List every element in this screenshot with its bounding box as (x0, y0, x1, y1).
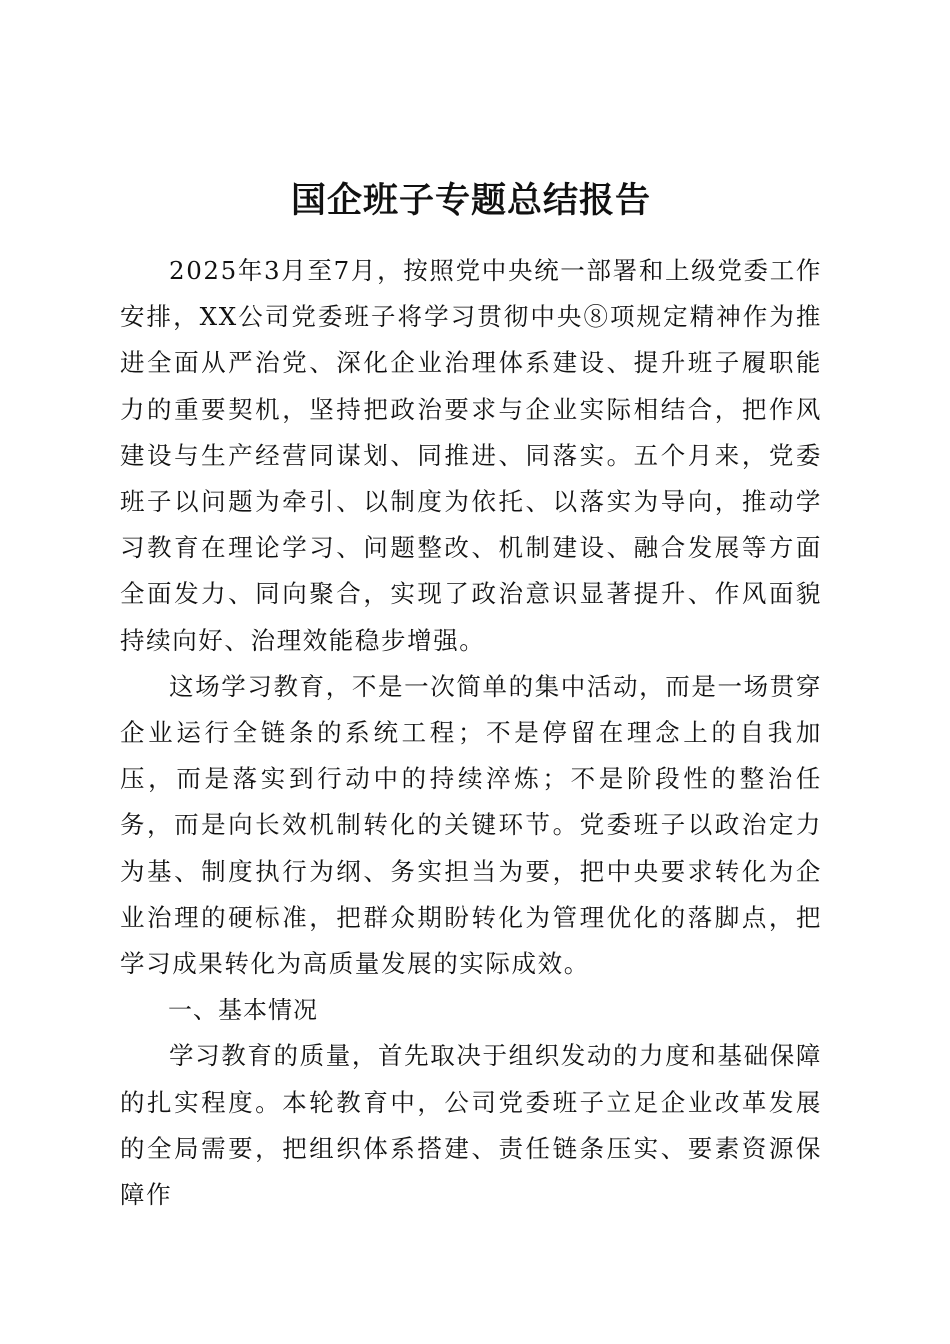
document-title: 国企班子专题总结报告 (290, 180, 651, 221)
section-heading-basic-situation: 一、基本情况 (168, 996, 318, 1025)
document-body (120, 248, 822, 1218)
section-paragraph-1: 学习教育的质量，首先取决于组织发动的力度和基础保障的扎实程度。本轮教育中，公司党委班子立足企业改革发展的全局需要，把组织体系搭建、责任链条压实、要素资源保障作 (120, 1041, 822, 1210)
intro-paragraph-1: 2025年3月至7月，按照党中央统一部署和上级党委工作安排，XX公司党委班子将学习贯彻中央⑧项规定精神作为推进全面从严治党、深化企业治理体系建设、提升班子履职能力的重要契机，坚持把政治要求与企业实际相结合，把作风建设与生产经营同谋划、同推进、同落实。五个月来，党委班子以问题为牵引、以制度为依托、以落实为导向，推动学习教育在理论学习、问题整改、机制建设、融合发展等方面全面发力、同向聚合，实现了政治意识显著提升、作风面貌持续向好、治理效能稳步增强。 (120, 256, 822, 655)
intro-paragraph-2: 这场学习教育，不是一次简单的集中活动，而是一场贯穿企业运行全链条的系统工程；不是停留在理念上的自我加压，而是落实到行动中的持续淬炼；不是阶段性的整治任务，而是向长效机制转化的关键环节。党委班子以政治定力为基、制度执行为纲、务实担当为要，把中央要求转化为企业治理的硬标准，把群众期盼转化为管理优化的落脚点，把学习成果转化为高质量发展的实际成效。 (120, 671, 822, 979)
